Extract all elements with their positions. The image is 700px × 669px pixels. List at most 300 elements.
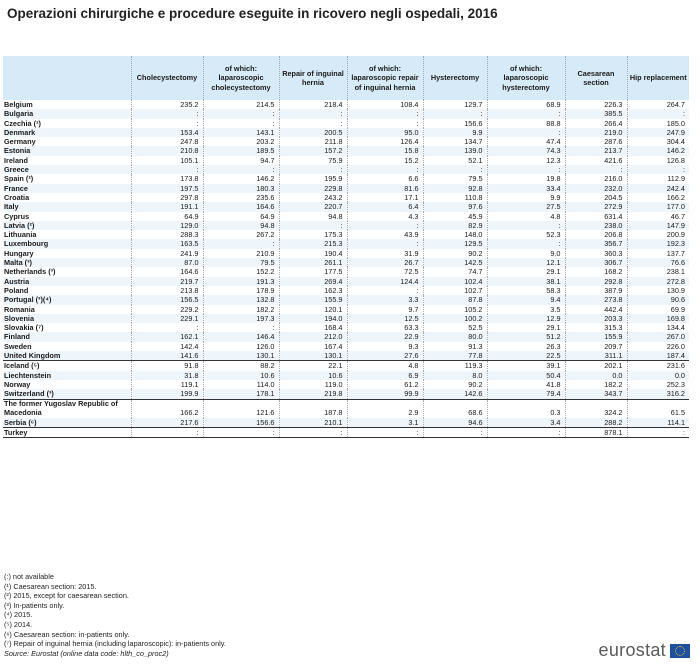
table-row bbox=[3, 342, 689, 351]
value-cell: : bbox=[347, 109, 423, 118]
header-col-7: Caesarean section bbox=[565, 56, 627, 100]
value-cell: 12.3 bbox=[487, 156, 565, 165]
value-cell: 148.0 bbox=[423, 230, 487, 239]
value-cell: 211.8 bbox=[279, 137, 347, 146]
value-cell: 191.1 bbox=[131, 202, 203, 211]
value-cell: 164.6 bbox=[203, 202, 279, 211]
value-cell: 69.9 bbox=[627, 305, 689, 314]
value-cell: 46.7 bbox=[627, 212, 689, 221]
table-row bbox=[3, 332, 689, 341]
value-cell: 0.0 bbox=[565, 371, 627, 380]
value-cell: 241.9 bbox=[131, 249, 203, 258]
value-cell: 134.4 bbox=[627, 323, 689, 332]
value-cell: : bbox=[423, 165, 487, 174]
value-cell: 166.2 bbox=[627, 193, 689, 202]
value-cell: 79.5 bbox=[203, 258, 279, 267]
value-cell: : bbox=[279, 427, 347, 437]
value-cell: 146.2 bbox=[627, 146, 689, 155]
value-cell: 102.7 bbox=[423, 286, 487, 295]
table-row bbox=[3, 156, 689, 165]
value-cell: 74.3 bbox=[487, 146, 565, 155]
value-cell: : bbox=[131, 165, 203, 174]
country-cell: Luxembourg bbox=[3, 239, 131, 248]
value-cell: 12.1 bbox=[487, 258, 565, 267]
country-cell: Turkey bbox=[3, 427, 131, 437]
country-cell: Slovakia (⁷) bbox=[3, 323, 131, 332]
value-cell: 52.1 bbox=[423, 156, 487, 165]
value-cell: 29.1 bbox=[487, 267, 565, 276]
value-cell: 166.2 bbox=[131, 399, 203, 418]
value-cell: 189.5 bbox=[203, 146, 279, 155]
value-cell: : bbox=[131, 427, 203, 437]
value-cell: 156.6 bbox=[203, 418, 279, 428]
value-cell: : bbox=[347, 221, 423, 230]
value-cell: 27.6 bbox=[347, 351, 423, 361]
table-row bbox=[3, 314, 689, 323]
value-cell: 152.2 bbox=[203, 267, 279, 276]
value-cell: 90.2 bbox=[423, 380, 487, 389]
country-cell: Latvia (²) bbox=[3, 221, 131, 230]
value-cell: 102.4 bbox=[423, 277, 487, 286]
value-cell: 155.9 bbox=[565, 332, 627, 341]
value-cell: 343.7 bbox=[565, 389, 627, 399]
value-cell: 142.6 bbox=[423, 389, 487, 399]
country-cell: Netherlands (³) bbox=[3, 267, 131, 276]
value-cell: 6.9 bbox=[347, 371, 423, 380]
value-cell: 210.1 bbox=[279, 418, 347, 428]
value-cell: 292.8 bbox=[565, 277, 627, 286]
value-cell: : bbox=[347, 165, 423, 174]
value-cell: : bbox=[131, 323, 203, 332]
value-cell: 33.4 bbox=[487, 184, 565, 193]
table-row bbox=[3, 221, 689, 230]
value-cell: 22.1 bbox=[279, 361, 347, 371]
value-cell: 229.1 bbox=[131, 314, 203, 323]
value-cell: 129.5 bbox=[423, 239, 487, 248]
value-cell: 31.8 bbox=[131, 371, 203, 380]
value-cell: 178.9 bbox=[203, 286, 279, 295]
value-cell: 210.8 bbox=[131, 146, 203, 155]
value-cell: 9.3 bbox=[347, 342, 423, 351]
table-row bbox=[3, 128, 689, 137]
value-cell: : bbox=[627, 165, 689, 174]
value-cell: 226.3 bbox=[565, 100, 627, 109]
value-cell: 273.8 bbox=[565, 295, 627, 304]
value-cell: 272.8 bbox=[627, 277, 689, 286]
table-row bbox=[3, 277, 689, 286]
value-cell: 212.0 bbox=[279, 332, 347, 341]
value-cell: 231.6 bbox=[627, 361, 689, 371]
data-table bbox=[3, 56, 689, 438]
value-cell: 72.5 bbox=[347, 267, 423, 276]
value-cell: 182.2 bbox=[565, 380, 627, 389]
value-cell: 45.9 bbox=[423, 212, 487, 221]
value-cell: 137.7 bbox=[627, 249, 689, 258]
value-cell: 288.2 bbox=[565, 418, 627, 428]
value-cell: 169.8 bbox=[627, 314, 689, 323]
table-row bbox=[3, 137, 689, 146]
table-body bbox=[3, 100, 689, 438]
value-cell: : bbox=[487, 128, 565, 137]
value-cell: 130.1 bbox=[279, 351, 347, 361]
value-cell: 178.1 bbox=[203, 389, 279, 399]
value-cell: 213.8 bbox=[131, 286, 203, 295]
value-cell: 29.1 bbox=[487, 323, 565, 332]
value-cell: 12.5 bbox=[347, 314, 423, 323]
value-cell: 130.1 bbox=[203, 351, 279, 361]
table-row bbox=[3, 146, 689, 155]
footnote: (⁷) Repair of inguinal hernia (including laparoscopic): in-patients only. bbox=[4, 639, 226, 649]
value-cell: 226.0 bbox=[627, 342, 689, 351]
footnote: (¹) Caesarean section: 2015. bbox=[4, 581, 97, 591]
value-cell: 76.6 bbox=[627, 258, 689, 267]
country-cell: Germany bbox=[3, 137, 131, 146]
country-cell: Sweden bbox=[3, 342, 131, 351]
footnote: (⁵) 2014. bbox=[4, 619, 33, 629]
footnote: (³) In-patients only. bbox=[4, 600, 65, 610]
value-cell: : bbox=[627, 427, 689, 437]
value-cell: 0.3 bbox=[487, 399, 565, 418]
value-cell: 146.4 bbox=[203, 332, 279, 341]
value-cell: : bbox=[131, 109, 203, 118]
country-cell: United Kingdom bbox=[3, 351, 131, 361]
value-cell: 31.9 bbox=[347, 249, 423, 258]
value-cell: 142.4 bbox=[131, 342, 203, 351]
value-cell: 162.3 bbox=[279, 286, 347, 295]
country-cell: Cyprus bbox=[3, 212, 131, 221]
eurostat-logo bbox=[599, 640, 690, 661]
value-cell: 10.6 bbox=[203, 371, 279, 380]
table-row bbox=[3, 212, 689, 221]
value-cell: 26.3 bbox=[487, 342, 565, 351]
value-cell: 203.3 bbox=[565, 314, 627, 323]
value-cell: 129.7 bbox=[423, 100, 487, 109]
country-cell: Romania bbox=[3, 305, 131, 314]
table-row bbox=[3, 193, 689, 202]
value-cell: 64.9 bbox=[203, 212, 279, 221]
country-cell: Croatia bbox=[3, 193, 131, 202]
value-cell: 61.5 bbox=[627, 399, 689, 418]
country-cell: Iceland (⁵) bbox=[3, 361, 131, 371]
value-cell: 81.6 bbox=[347, 184, 423, 193]
country-cell: Ireland bbox=[3, 156, 131, 165]
table-row bbox=[3, 380, 689, 389]
country-cell: The former Yugoslav Republic of Macedonia bbox=[3, 399, 131, 418]
value-cell: : bbox=[487, 427, 565, 437]
value-cell: 3.1 bbox=[347, 418, 423, 428]
value-cell: 200.5 bbox=[279, 128, 347, 137]
value-cell: 197.3 bbox=[203, 314, 279, 323]
value-cell: 9.0 bbox=[487, 249, 565, 258]
table-row bbox=[3, 295, 689, 304]
country-cell: Slovenia bbox=[3, 314, 131, 323]
value-cell: 287.6 bbox=[565, 137, 627, 146]
value-cell: 64.9 bbox=[131, 212, 203, 221]
value-cell: 218.4 bbox=[279, 100, 347, 109]
value-cell: 47.4 bbox=[487, 137, 565, 146]
value-cell: 168.4 bbox=[279, 323, 347, 332]
country-cell: Malta (³) bbox=[3, 258, 131, 267]
value-cell: 134.7 bbox=[423, 137, 487, 146]
country-cell: Switzerland (³) bbox=[3, 389, 131, 399]
value-cell: 22.5 bbox=[487, 351, 565, 361]
value-cell: 247.9 bbox=[627, 128, 689, 137]
value-cell: 94.8 bbox=[203, 221, 279, 230]
value-cell: 238.1 bbox=[627, 267, 689, 276]
value-cell: : bbox=[203, 119, 279, 128]
value-cell: 153.4 bbox=[131, 128, 203, 137]
value-cell: 114.1 bbox=[627, 418, 689, 428]
value-cell: 9.9 bbox=[423, 128, 487, 137]
country-cell: Czechia (¹) bbox=[3, 119, 131, 128]
value-cell: 315.3 bbox=[565, 323, 627, 332]
value-cell: 19.8 bbox=[487, 174, 565, 183]
value-cell: 194.0 bbox=[279, 314, 347, 323]
value-cell: 52.5 bbox=[423, 323, 487, 332]
value-cell: 79.4 bbox=[487, 389, 565, 399]
value-cell: 206.8 bbox=[565, 230, 627, 239]
value-cell: 119.1 bbox=[131, 380, 203, 389]
value-cell: 26.7 bbox=[347, 258, 423, 267]
value-cell: 6.6 bbox=[347, 174, 423, 183]
country-cell: Belgium bbox=[3, 100, 131, 109]
value-cell: 95.0 bbox=[347, 128, 423, 137]
header-col-3: Repair of inguinal hernia bbox=[279, 56, 347, 100]
value-cell: : bbox=[203, 109, 279, 118]
value-cell: 94.6 bbox=[423, 418, 487, 428]
value-cell: 200.9 bbox=[627, 230, 689, 239]
value-cell: 0.0 bbox=[627, 371, 689, 380]
value-cell: 22.9 bbox=[347, 332, 423, 341]
value-cell: 185.0 bbox=[627, 119, 689, 128]
table-row bbox=[3, 184, 689, 193]
value-cell: 129.0 bbox=[131, 221, 203, 230]
value-cell: 58.3 bbox=[487, 286, 565, 295]
header-col-8: Hip replacement bbox=[627, 56, 689, 100]
country-cell: Italy bbox=[3, 202, 131, 211]
value-cell: 232.0 bbox=[565, 184, 627, 193]
value-cell: 15.8 bbox=[347, 146, 423, 155]
value-cell: 219.8 bbox=[279, 389, 347, 399]
value-cell: 190.4 bbox=[279, 249, 347, 258]
value-cell: 52.3 bbox=[487, 230, 565, 239]
value-cell: 219.7 bbox=[131, 277, 203, 286]
value-cell: 421.6 bbox=[565, 156, 627, 165]
value-cell: 99.9 bbox=[347, 389, 423, 399]
value-cell: 132.8 bbox=[203, 295, 279, 304]
value-cell: 112.9 bbox=[627, 174, 689, 183]
country-cell: Portugal (³)(⁴) bbox=[3, 295, 131, 304]
country-cell: Norway bbox=[3, 380, 131, 389]
table-row bbox=[3, 174, 689, 183]
table-row bbox=[3, 100, 689, 109]
value-cell: 80.0 bbox=[423, 332, 487, 341]
value-cell: 63.3 bbox=[347, 323, 423, 332]
value-cell: : bbox=[279, 221, 347, 230]
value-cell: 156.6 bbox=[423, 119, 487, 128]
table-header-row bbox=[3, 56, 689, 100]
value-cell: 79.5 bbox=[423, 174, 487, 183]
value-cell: 119.0 bbox=[279, 380, 347, 389]
value-cell: 177.5 bbox=[279, 267, 347, 276]
value-cell: 17.1 bbox=[347, 193, 423, 202]
table-row bbox=[3, 427, 689, 437]
value-cell: 9.4 bbox=[487, 295, 565, 304]
value-cell: 311.1 bbox=[565, 351, 627, 361]
value-cell: 91.8 bbox=[131, 361, 203, 371]
value-cell: 219.0 bbox=[565, 128, 627, 137]
value-cell: 88.2 bbox=[203, 361, 279, 371]
value-cell: 139.0 bbox=[423, 146, 487, 155]
table-row bbox=[3, 305, 689, 314]
table-row bbox=[3, 267, 689, 276]
value-cell: 209.7 bbox=[565, 342, 627, 351]
logo-text: eurostat bbox=[598, 640, 666, 660]
value-cell: 126.4 bbox=[347, 137, 423, 146]
value-cell: 242.4 bbox=[627, 184, 689, 193]
value-cell: 43.9 bbox=[347, 230, 423, 239]
value-cell: 146.2 bbox=[203, 174, 279, 183]
value-cell: 3.4 bbox=[487, 418, 565, 428]
country-cell: Lithuania bbox=[3, 230, 131, 239]
table-row bbox=[3, 165, 689, 174]
value-cell: 267.0 bbox=[627, 332, 689, 341]
value-cell: 90.6 bbox=[627, 295, 689, 304]
value-cell: 202.1 bbox=[565, 361, 627, 371]
value-cell: 6.4 bbox=[347, 202, 423, 211]
value-cell: 75.9 bbox=[279, 156, 347, 165]
value-cell: 90.2 bbox=[423, 249, 487, 258]
value-cell: 77.8 bbox=[423, 351, 487, 361]
value-cell: 210.9 bbox=[203, 249, 279, 258]
value-cell: 61.2 bbox=[347, 380, 423, 389]
value-cell: 167.4 bbox=[279, 342, 347, 351]
value-cell: 162.1 bbox=[131, 332, 203, 341]
value-cell: : bbox=[279, 109, 347, 118]
value-cell: : bbox=[423, 109, 487, 118]
header-country bbox=[3, 56, 131, 100]
table-row bbox=[3, 351, 689, 361]
value-cell: 164.6 bbox=[131, 267, 203, 276]
table-row bbox=[3, 323, 689, 332]
table-row bbox=[3, 239, 689, 248]
value-cell: 180.3 bbox=[203, 184, 279, 193]
value-cell: 266.4 bbox=[565, 119, 627, 128]
country-cell: Denmark bbox=[3, 128, 131, 137]
value-cell: 182.2 bbox=[203, 305, 279, 314]
footnote: (:) not available bbox=[4, 572, 54, 581]
value-cell: 121.6 bbox=[203, 399, 279, 418]
eu-flag-icon bbox=[670, 644, 690, 658]
value-cell: 15.2 bbox=[347, 156, 423, 165]
value-cell: 38.1 bbox=[487, 277, 565, 286]
value-cell: 272.9 bbox=[565, 202, 627, 211]
value-cell: : bbox=[279, 119, 347, 128]
country-cell: Greece bbox=[3, 165, 131, 174]
value-cell: 105.2 bbox=[423, 305, 487, 314]
value-cell: 39.1 bbox=[487, 361, 565, 371]
value-cell: 3.5 bbox=[487, 305, 565, 314]
value-cell: 191.3 bbox=[203, 277, 279, 286]
country-cell: Estonia bbox=[3, 146, 131, 155]
value-cell: 27.5 bbox=[487, 202, 565, 211]
value-cell: 356.7 bbox=[565, 239, 627, 248]
value-cell: 68.6 bbox=[423, 399, 487, 418]
value-cell: : bbox=[347, 286, 423, 295]
value-cell: 297.8 bbox=[131, 193, 203, 202]
value-cell: 100.2 bbox=[423, 314, 487, 323]
value-cell: 195.9 bbox=[279, 174, 347, 183]
table-row bbox=[3, 119, 689, 128]
value-cell: 252.3 bbox=[627, 380, 689, 389]
value-cell: 3.3 bbox=[347, 295, 423, 304]
value-cell: 88.8 bbox=[487, 119, 565, 128]
value-cell: 87.0 bbox=[131, 258, 203, 267]
value-cell: 215.3 bbox=[279, 239, 347, 248]
table-row bbox=[3, 249, 689, 258]
country-cell: Finland bbox=[3, 332, 131, 341]
country-cell: Serbia (⁶) bbox=[3, 418, 131, 428]
value-cell: 157.2 bbox=[279, 146, 347, 155]
header-col-5: Hysterectomy bbox=[423, 56, 487, 100]
value-cell: 261.1 bbox=[279, 258, 347, 267]
value-cell: 105.1 bbox=[131, 156, 203, 165]
value-cell: 173.8 bbox=[131, 174, 203, 183]
value-cell: 264.7 bbox=[627, 100, 689, 109]
value-cell: : bbox=[203, 239, 279, 248]
value-cell: : bbox=[347, 239, 423, 248]
value-cell: 235.2 bbox=[131, 100, 203, 109]
header-col-4: of which: laparoscopic repair of inguinal hernia bbox=[347, 56, 423, 100]
value-cell: 147.9 bbox=[627, 221, 689, 230]
value-cell: 141.6 bbox=[131, 351, 203, 361]
value-cell: 177.0 bbox=[627, 202, 689, 211]
country-cell: Bulgaria bbox=[3, 109, 131, 118]
value-cell: 442.4 bbox=[565, 305, 627, 314]
value-cell: 91.3 bbox=[423, 342, 487, 351]
value-cell: 385.5 bbox=[565, 109, 627, 118]
value-cell: 304.4 bbox=[627, 137, 689, 146]
value-cell: 175.3 bbox=[279, 230, 347, 239]
value-cell: 187.8 bbox=[279, 399, 347, 418]
value-cell: : bbox=[423, 427, 487, 437]
value-cell: 9.7 bbox=[347, 305, 423, 314]
value-cell: 120.1 bbox=[279, 305, 347, 314]
source-note: Source: Eurostat (online data code: hlth_co_proc2) bbox=[4, 648, 169, 658]
footnote: (⁶) Caesarean section: in-patients only. bbox=[4, 629, 130, 639]
value-cell: 306.7 bbox=[565, 258, 627, 267]
table-title: Operazioni chirurgiche e procedure eseguite in ricovero negli ospedali, 2016 bbox=[7, 6, 498, 21]
value-cell: 110.8 bbox=[423, 193, 487, 202]
value-cell: 156.5 bbox=[131, 295, 203, 304]
table-row bbox=[3, 418, 689, 428]
country-cell: Hungary bbox=[3, 249, 131, 258]
header-col-1: Cholecystectomy bbox=[131, 56, 203, 100]
table-row bbox=[3, 389, 689, 399]
value-cell: : bbox=[203, 427, 279, 437]
value-cell: 10.6 bbox=[279, 371, 347, 380]
value-cell: 324.2 bbox=[565, 399, 627, 418]
value-cell: 168.2 bbox=[565, 267, 627, 276]
value-cell: 213.7 bbox=[565, 146, 627, 155]
table-row bbox=[3, 202, 689, 211]
value-cell: 197.5 bbox=[131, 184, 203, 193]
table-row bbox=[3, 371, 689, 380]
value-cell: 74.7 bbox=[423, 267, 487, 276]
value-cell: 130.9 bbox=[627, 286, 689, 295]
value-cell: : bbox=[487, 109, 565, 118]
value-cell: 92.8 bbox=[423, 184, 487, 193]
